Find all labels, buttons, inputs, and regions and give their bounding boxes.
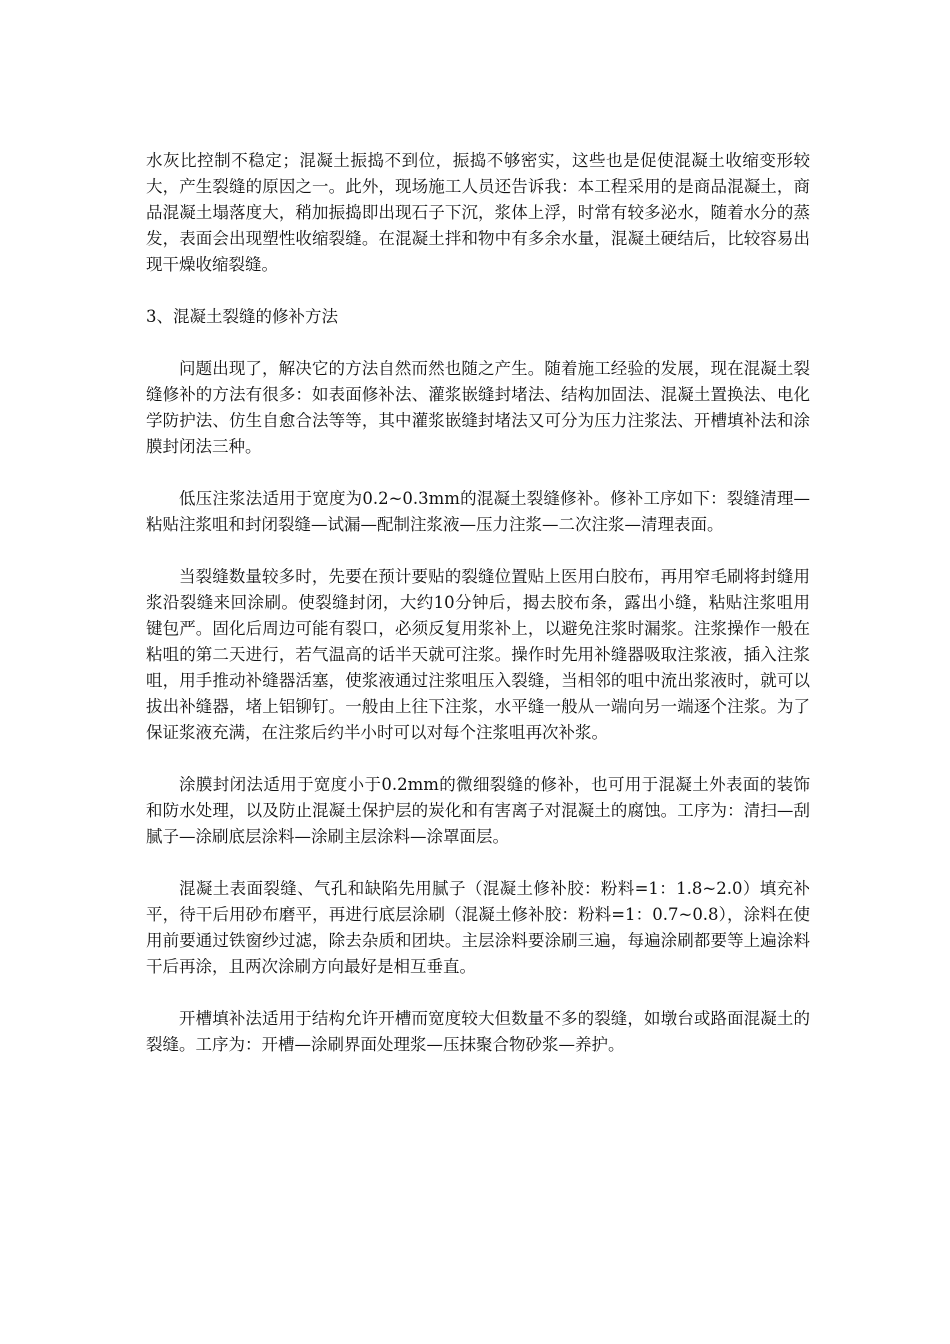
paragraph-procedure: 当裂缝数量较多时，先要在预计要贴的裂缝位置贴上医用白胶布，再用窄毛刷将封缝用浆沿裂缝来回涂刷。使裂缝封闭，大约10分钟后，揭去胶布条，露出小缝，粘贴注浆咀用键包严。固化后周边可能有裂口，必须反复用浆补上，以避免注浆时漏浆。注浆操作一般在粘咀的第二天进行，若气温高的话半天就可注浆。操作时先用补缝器吸取注浆液，插入注浆咀，用手推动补缝器活塞，使浆液通过注浆咀压入裂缝，当相邻的咀中流出浆液时，就可以拔出补缝器，堵上铝铆钉。一般由上往下注浆，水平缝一般从一端向另一端逐个注浆。为了保证浆液充满，在注浆后约半小时可以对每个注浆咀再次补浆。 (146, 567, 810, 742)
paragraph-surface: 混凝土表面裂缝、气孔和缺陷先用腻子（混凝土修补胶：粉料=1：1.8~2.0）填充补平，待干后用砂布磨平，再进行底层涂刷（混凝土修补胶：粉料=1：0.7~0.8），涂料在使用前要通过铁窗纱过滤，除去杂质和团块。主层涂料要涂刷三遍，每遍涂刷都要等上遍涂料干后再涂，且两次涂刷方向最好是相互垂直。 (146, 879, 810, 976)
paragraph-low-pressure: 低压注浆法适用于宽度为0.2~0.3mm的混凝土裂缝修补。修补工序如下：裂缝清理—粘贴注浆咀和封闭裂缝—试漏—配制注浆液—压力注浆—二次注浆—清理表面。 (146, 489, 810, 534)
section-heading: 3、混凝土裂缝的修补方法 (146, 307, 338, 326)
document-body (146, 148, 810, 1058)
paragraph-continued: 水灰比控制不稳定；混凝土振捣不到位，振捣不够密实，这些也是促使混凝土收缩变形较大，产生裂缝的原因之一。此外，现场施工人员还告诉我：本工程采用的是商品混凝土，商品混凝土塌落度大，稍加振捣即出现石子下沉，浆体上浮，时常有较多泌水，随着水分的蒸发，表面会出现塑性收缩裂缝。在混凝土拌和物中有多余水量，混凝土硬结后，比较容易出现干燥收缩裂缝。 (146, 151, 810, 274)
paragraph-methods: 问题出现了，解决它的方法自然而然也随之产生。随着施工经验的发展，现在混凝土裂缝修补的方法有很多：如表面修补法、灌浆嵌缝封堵法、结构加固法、混凝土置换法、电化学防护法、仿生自愈合法等等，其中灌浆嵌缝封堵法又可分为压力注浆法、开槽填补法和涂膜封闭法三种。 (146, 359, 810, 456)
paragraph-coating: 涂膜封闭法适用于宽度小于0.2mm的微细裂缝的修补，也可用于混凝土外表面的装饰和防水处理，以及防止混凝土保护层的炭化和有害离子对混凝土的腐蚀。工序为：清扫—刮腻子—涂刷底层涂料—涂刷主层涂料—涂罩面层。 (146, 775, 810, 846)
paragraph-groove: 开槽填补法适用于结构允许开槽而宽度较大但数量不多的裂缝，如墩台或路面混凝土的裂缝。工序为：开槽—涂刷界面处理浆—压抹聚合物砂浆—养护。 (146, 1009, 810, 1054)
